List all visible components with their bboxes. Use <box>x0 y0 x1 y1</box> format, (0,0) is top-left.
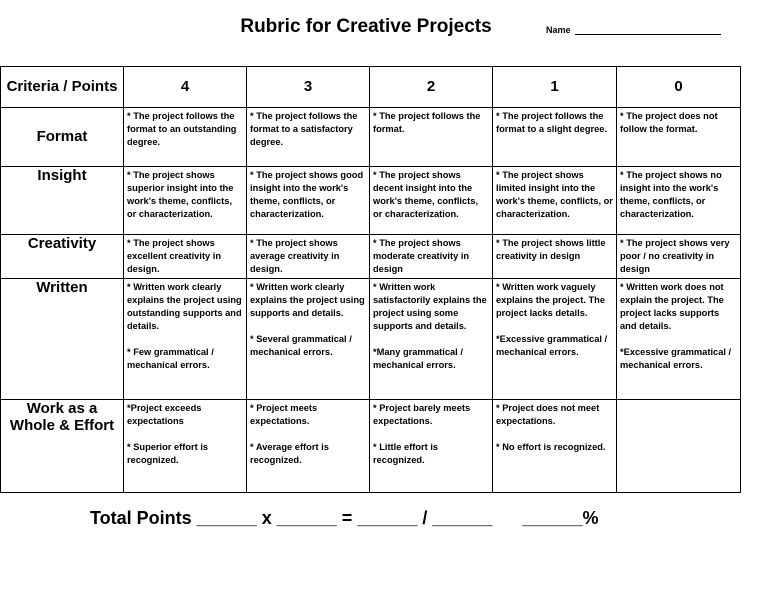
table-row <box>1 279 741 400</box>
column-header-criteria: Criteria / Points <box>1 67 124 108</box>
descriptor-text: * The project does not follow the format. <box>620 111 718 134</box>
descriptor-text: * The project shows moderate creativity in design <box>373 238 470 274</box>
name-blank-line <box>575 24 721 35</box>
descriptor-text: * The project follows the format to an outstanding degree. <box>127 111 237 147</box>
table-row <box>1 235 741 279</box>
spacer <box>373 428 489 441</box>
spacer <box>620 333 737 346</box>
table-row <box>1 167 741 235</box>
descriptor-text: * The project shows decent insight into the work's theme, conflicts, or characterization. <box>373 170 479 219</box>
descriptor-cell <box>370 400 493 493</box>
descriptor-cell <box>247 108 370 167</box>
criterion-label: Creativity <box>1 235 124 279</box>
rubric-table <box>0 66 741 493</box>
descriptor-cell <box>370 167 493 235</box>
descriptor-cell <box>370 279 493 400</box>
descriptor-text: * The project shows excellent creativity in design. <box>127 238 222 274</box>
spacer <box>127 428 243 441</box>
column-header-0: 0 <box>617 67 741 108</box>
descriptor-cell <box>617 108 741 167</box>
descriptor-text: * The project shows no insight into the work's theme, conflicts, or characterization. <box>620 170 722 219</box>
descriptor-text: * Project barely meets expectations. <box>373 403 471 426</box>
descriptor-text: * No effort is recognized. <box>496 442 606 452</box>
header-row <box>1 67 741 108</box>
descriptor-text: *Project exceeds expectations <box>127 403 202 426</box>
descriptor-cell <box>617 235 741 279</box>
descriptor-cell <box>493 167 617 235</box>
table-row <box>1 400 741 493</box>
descriptor-text: * The project follows the format to a slight degree. <box>496 111 608 134</box>
descriptor-text: * The project follows the format. <box>373 111 481 134</box>
descriptor-text: * Written work clearly explains the project using outstanding supports and details. <box>127 282 242 331</box>
descriptor-text: *Excessive grammatical / mechanical errors. <box>620 347 732 370</box>
descriptor-text: * Written work does not explain the project. The project lacks supports and details. <box>620 282 724 331</box>
descriptor-text: * Project meets expectations. <box>250 403 318 426</box>
criterion-label: Work as a Whole & Effort <box>1 400 124 493</box>
descriptor-cell <box>617 279 741 400</box>
descriptor-cell <box>247 167 370 235</box>
criterion-label: Written <box>1 279 124 400</box>
name-label: Name <box>546 25 571 35</box>
spacer <box>250 320 366 333</box>
descriptor-cell <box>247 400 370 493</box>
descriptor-cell <box>247 235 370 279</box>
total-points-line: Total Points ______ x ______ = ______ / ______ ______% <box>90 508 599 528</box>
descriptor-cell <box>124 235 247 279</box>
spacer <box>373 333 489 346</box>
descriptor-cell <box>493 108 617 167</box>
descriptor-text: * Written work vaguely explains the project. The project lacks details. <box>496 282 606 318</box>
descriptor-cell <box>617 167 741 235</box>
descriptor-text: * The project shows good insight into the work's theme, conflicts, or characterization. <box>250 170 364 219</box>
criterion-label: Format <box>1 108 124 167</box>
descriptor-cell <box>124 279 247 400</box>
column-header-4: 4 <box>124 67 247 108</box>
descriptor-cell <box>124 167 247 235</box>
descriptor-text: *Excessive grammatical / mechanical errors. <box>496 334 608 357</box>
name-field <box>546 24 721 35</box>
descriptor-cell <box>247 279 370 400</box>
descriptor-text: * The project follows the format to a satisfactory degree. <box>250 111 358 147</box>
descriptor-text: * The project shows very poor / no creativity in design <box>620 238 730 274</box>
descriptor-cell <box>124 108 247 167</box>
page-title: Rubric for Creative Projects <box>240 16 492 37</box>
column-header-1: 1 <box>493 67 617 108</box>
descriptor-cell <box>370 235 493 279</box>
descriptor-text: * The project shows average creativity in design. <box>250 238 340 274</box>
column-header-2: 2 <box>370 67 493 108</box>
spacer <box>496 428 613 441</box>
descriptor-cell <box>493 235 617 279</box>
descriptor-text: * Written work clearly explains the project using supports and details. <box>250 282 365 318</box>
descriptor-cell <box>370 108 493 167</box>
descriptor-text: * Little effort is recognized. <box>373 442 439 465</box>
descriptor-cell <box>617 400 741 493</box>
descriptor-text: * Superior effort is recognized. <box>127 442 209 465</box>
descriptor-text: * The project shows superior insight into the work's theme, conflicts, or characterization. <box>127 170 234 219</box>
table-row <box>1 108 741 167</box>
criterion-label: Insight <box>1 167 124 235</box>
descriptor-text: * Few grammatical / mechanical errors. <box>127 347 214 370</box>
descriptor-text: *Many grammatical / mechanical errors. <box>373 347 463 370</box>
descriptor-text: * Average effort is recognized. <box>250 442 329 465</box>
descriptor-text: * The project shows little creativity in design <box>496 238 606 261</box>
descriptor-cell <box>493 400 617 493</box>
column-header-3: 3 <box>247 67 370 108</box>
spacer <box>250 428 366 441</box>
spacer <box>127 333 243 346</box>
descriptor-cell <box>124 400 247 493</box>
descriptor-text: * Project does not meet expectations. <box>496 403 600 426</box>
descriptor-text: * Written work satisfactorily explains the project using some supports and details. <box>373 282 487 331</box>
descriptor-text: * The project shows limited insight into the work's theme, conflicts, or characterization. <box>496 170 613 219</box>
descriptor-text: * Several grammatical / mechanical errors. <box>250 334 352 357</box>
descriptor-cell <box>493 279 617 400</box>
spacer <box>496 320 613 333</box>
